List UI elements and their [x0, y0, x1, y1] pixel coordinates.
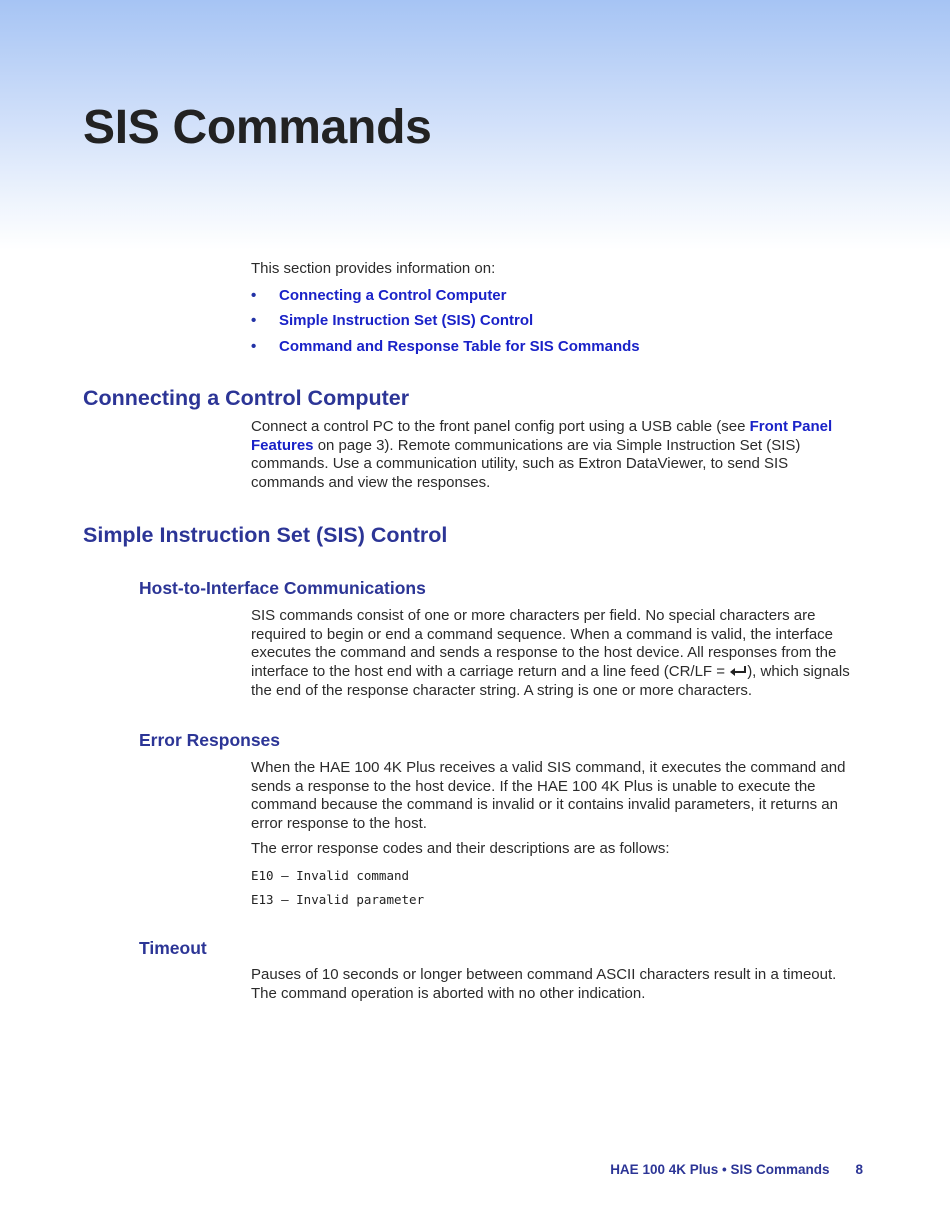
- toc-link-connecting[interactable]: Connecting a Control Computer: [279, 286, 507, 304]
- connecting-text-after: on page 3). Remote communications are via Simple Instruction Set (SIS) commands. Use a communication utility, such as Extron DataViewer, to send SIS commands and view the responses.: [251, 436, 801, 491]
- heading-connecting: Connecting a Control Computer: [83, 386, 410, 410]
- front-panel-features-link[interactable]: Front Panel Features: [251, 418, 833, 454]
- heading-host-to-interface: Host-to-Interface Communications: [139, 578, 426, 598]
- footer-title: HAE 100 4K Plus • SIS Commands: [610, 1162, 830, 1177]
- connecting-paragraph: [251, 418, 853, 492]
- page-title: SIS Commands: [83, 101, 432, 154]
- bullet-icon: •: [251, 337, 257, 355]
- heading-timeout: Timeout: [139, 938, 207, 958]
- connecting-text-before: Connect a control PC to the front panel config port using a USB cable (see: [251, 418, 750, 435]
- host-paragraph: [251, 607, 853, 701]
- toc-item-sis-control: [251, 312, 851, 338]
- page-number: 8: [855, 1162, 863, 1177]
- errors-paragraph-2: The error response codes and their descriptions are as follows:: [251, 840, 670, 858]
- toc-link-sis-control[interactable]: Simple Instruction Set (SIS) Control: [279, 312, 534, 330]
- host-text-before: SIS commands consist of one or more characters per field. No special characters are required to begin or end a command sequence. When a command is valid, the interface executes the command and sends a response to the host device. All responses from the interface to the host end with a carriage return and a line feed (CR/LF =: [251, 607, 837, 680]
- heading-sis-control: Simple Instruction Set (SIS) Control: [83, 523, 448, 547]
- intro-section: [251, 260, 851, 363]
- page-footer: [610, 1162, 863, 1177]
- toc-link-command-table[interactable]: Command and Response Table for SIS Commands: [279, 337, 640, 355]
- connecting-body: [251, 418, 853, 492]
- errors-paragraph-1: When the HAE 100 4K Plus receives a valid SIS command, it executes the command and sends a response to the host device. If the HAE 100 4K Plus is unable to execute the command because the command is invalid or it contains invalid parameters, it returns an error response to the host.: [251, 759, 846, 832]
- intro-lead: This section provides information on:: [251, 260, 496, 277]
- host-text-after: ), which signals the end of the response character string. A string is one or more characters.: [251, 662, 850, 700]
- bullet-icon: •: [251, 286, 257, 304]
- error-code-e10: E10 – Invalid command: [251, 867, 410, 883]
- toc-item-connecting: [251, 287, 851, 313]
- timeout-paragraph: Pauses of 10 seconds or longer between command ASCII characters result in a timeout. The command operation is aborted with no other indication.: [251, 966, 837, 1002]
- timeout-body: [251, 966, 853, 1003]
- host-body: [251, 607, 853, 701]
- errors-body: [251, 759, 853, 908]
- bullet-icon: •: [251, 312, 257, 330]
- toc-item-command-table: [251, 338, 851, 364]
- enter-return-icon: [729, 664, 747, 683]
- heading-error-responses: Error Responses: [139, 730, 281, 750]
- error-code-e13: E13 – Invalid parameter: [251, 891, 425, 907]
- toc-list: [251, 287, 851, 364]
